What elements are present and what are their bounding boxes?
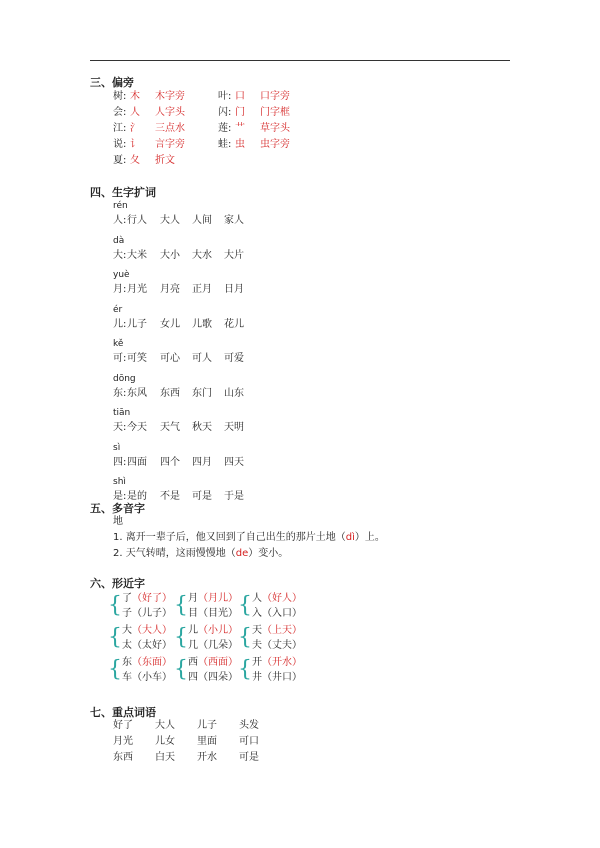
similar-char: 儿	[188, 625, 198, 636]
key-word: 可是	[239, 752, 259, 763]
similar-char: 太	[122, 640, 132, 651]
similar-char-word: （月儿）	[198, 593, 238, 604]
key-word: 里面	[197, 736, 217, 747]
vocab-char: 大:	[113, 249, 127, 261]
similar-char-word: （四朵）	[198, 672, 238, 683]
top-rule	[90, 60, 510, 61]
key-word: 大人	[155, 720, 175, 731]
radical-name: 人字头	[155, 107, 185, 118]
similar-char: 人	[252, 593, 262, 604]
similar-char-word: （小车）	[132, 672, 172, 683]
key-word: 好了	[113, 720, 133, 731]
similar-char: 了	[122, 593, 132, 604]
similar-char: 月	[188, 593, 198, 604]
similar-char-pair	[122, 657, 172, 669]
radical-name: 虫字旁	[260, 139, 290, 150]
similar-char-pair	[188, 593, 238, 605]
vocab-word: 大小	[160, 249, 180, 261]
similar-char-pair	[252, 640, 302, 652]
vocab-word: 四面	[127, 456, 147, 468]
similar-char-word: （儿子）	[132, 608, 172, 619]
similar-char: 入	[252, 608, 262, 619]
key-word: 儿子	[197, 720, 217, 731]
key-word: 白天	[155, 752, 175, 763]
radical-name: 三点水	[155, 123, 185, 134]
curly-brace-icon: {	[108, 593, 122, 618]
sentence-text: ）变小。	[248, 548, 289, 559]
vocab-word: 正月	[192, 284, 212, 295]
curly-brace-icon: {	[238, 593, 252, 618]
radical-answer: 氵	[130, 123, 140, 134]
vocab-word: 秋天	[192, 422, 212, 433]
curly-brace-icon: {	[174, 657, 188, 682]
similar-char-word: （西面）	[198, 657, 238, 668]
similar-char-pair	[122, 640, 172, 652]
vocab-char: 四:	[113, 456, 127, 468]
similar-char-word: （好了）	[132, 593, 172, 604]
radical-answer: 讠	[130, 139, 140, 150]
similar-char-word: （目光）	[198, 608, 238, 619]
radical-name: 口字旁	[260, 91, 290, 102]
similar-char-word: （太好）	[132, 640, 172, 651]
similar-char-pair	[122, 608, 172, 620]
radical-name: 言字旁	[155, 139, 185, 150]
vocab-word: 天气	[160, 422, 180, 433]
radical-answer: 人	[130, 107, 140, 118]
vocab-word: 不是	[160, 491, 180, 502]
similar-char-word: （入口）	[262, 608, 302, 619]
polyphone-char: 地	[113, 516, 123, 527]
curly-brace-icon: {	[238, 625, 252, 650]
radical-name: 草字头	[260, 123, 290, 134]
key-word: 儿女	[155, 736, 175, 747]
pinyin: yuè	[113, 270, 130, 280]
similar-char: 开	[252, 657, 262, 668]
pinyin: rén	[113, 201, 128, 211]
similar-char-pair	[188, 625, 238, 637]
radical-char: 树:	[113, 91, 127, 102]
curly-brace-icon: {	[238, 657, 252, 682]
vocab-char: 月:	[113, 284, 127, 295]
similar-char: 四	[188, 672, 198, 683]
vocab-word: 大米	[127, 249, 147, 261]
similar-char: 天	[252, 625, 262, 636]
vocab-word: 山东	[224, 387, 244, 399]
vocab-word: 东风	[127, 387, 147, 399]
vocab-char: 可:	[113, 353, 127, 364]
similar-char-word: （丈夫）	[262, 640, 302, 651]
vocab-word: 月亮	[160, 284, 180, 295]
sentence-text: 1. 离开一辈子后，他又回到了自己出生的那片土地（	[113, 532, 346, 543]
similar-char: 几	[188, 640, 198, 651]
radical-name: 折文	[155, 155, 175, 166]
vocab-word: 今天	[127, 422, 147, 433]
similar-char-pair	[252, 625, 302, 637]
vocab-char: 天:	[113, 422, 127, 433]
sentence-text: ）上。	[354, 532, 385, 543]
key-word: 东西	[113, 752, 133, 763]
vocab-word: 四天	[224, 456, 244, 468]
vocab-word: 可人	[192, 353, 212, 364]
similar-char-pair	[252, 608, 302, 620]
radical-char: 莲:	[218, 123, 232, 134]
radical-name: 木字旁	[155, 91, 185, 102]
vocab-word: 可爱	[224, 353, 244, 364]
similar-char-pair	[122, 625, 172, 637]
radical-answer: 门	[235, 107, 245, 118]
vocab-word: 大水	[192, 249, 212, 261]
key-word: 头发	[239, 720, 259, 731]
similar-char-pair	[188, 657, 238, 669]
vocab-word: 女儿	[160, 318, 180, 330]
pinyin: dà	[113, 235, 125, 246]
radical-char: 江:	[113, 123, 127, 134]
similar-char: 车	[122, 672, 132, 683]
similar-char-pair	[188, 608, 238, 620]
vocab-word: 可是	[192, 491, 212, 502]
vocab-word: 于是	[224, 491, 244, 502]
vocab-word: 大片	[224, 249, 244, 261]
pinyin: sì	[113, 442, 121, 453]
radical-char: 会:	[113, 107, 127, 118]
similar-char-pair	[122, 593, 172, 605]
vocab-word: 家人	[224, 215, 244, 226]
vocab-word: 可笑	[127, 353, 147, 364]
similar-char-word: （几朵）	[198, 640, 238, 651]
radical-answer: 虫	[235, 139, 245, 150]
pinyin: dōng	[113, 373, 136, 384]
section-3-title: 三、偏旁	[90, 76, 134, 89]
vocab-word: 四月	[192, 456, 212, 468]
vocab-char: 儿:	[113, 318, 127, 330]
radical-name: 门字框	[260, 107, 290, 118]
similar-char-pair	[188, 672, 238, 684]
similar-char-pair	[122, 672, 172, 684]
radical-char: 说:	[113, 139, 127, 150]
vocab-word: 儿歌	[192, 318, 212, 330]
vocab-word: 儿子	[127, 318, 147, 330]
similar-char-word: （东面）	[132, 657, 172, 668]
similar-char: 东	[122, 657, 132, 668]
section-5-title: 五、多音字	[90, 502, 145, 515]
vocab-char: 东:	[113, 387, 127, 399]
radical-answer: 木	[130, 91, 140, 102]
key-word: 开水	[197, 752, 217, 763]
polyphone-sentence	[113, 532, 385, 544]
vocab-word: 日月	[224, 284, 244, 295]
similar-char: 目	[188, 608, 198, 619]
vocab-word: 四个	[160, 456, 180, 468]
curly-brace-icon: {	[108, 625, 122, 650]
similar-char: 子	[122, 608, 132, 619]
similar-char-word: （小儿）	[198, 625, 238, 636]
radical-answer: 口	[235, 91, 245, 102]
vocab-word: 人间	[192, 215, 212, 226]
similar-char-pair	[252, 657, 302, 669]
vocab-word: 行人	[127, 215, 147, 226]
similar-char: 西	[188, 657, 198, 668]
pinyin: ér	[113, 304, 123, 315]
section-4-title: 四、生字扩词	[90, 186, 156, 199]
similar-char: 井	[252, 672, 262, 683]
sentence-pinyin-answer: de	[235, 548, 249, 559]
vocab-word: 大人	[160, 215, 180, 226]
radical-answer: 夂	[130, 155, 140, 166]
key-word: 月光	[113, 736, 133, 747]
radical-char: 蛙:	[218, 139, 232, 150]
similar-char-word: （大人）	[132, 625, 172, 636]
vocab-char: 是:	[113, 491, 127, 502]
similar-char-pair	[252, 593, 302, 605]
vocab-char: 人:	[113, 215, 127, 226]
vocab-word: 可心	[160, 353, 180, 364]
vocab-word: 是的	[127, 491, 147, 502]
radical-char: 叶:	[218, 91, 232, 102]
pinyin: tiān	[113, 408, 131, 418]
pinyin: kě	[113, 339, 124, 349]
vocab-word: 东西	[160, 387, 180, 399]
curly-brace-icon: {	[174, 625, 188, 650]
radical-answer: 艹	[235, 123, 245, 134]
polyphone-sentence	[113, 548, 288, 560]
radical-char: 闪:	[218, 107, 232, 118]
similar-char-pair	[188, 640, 238, 652]
sentence-text: 2. 天气转晴，这雨慢慢地（	[113, 548, 236, 559]
vocab-word: 月光	[127, 284, 147, 295]
key-word: 可口	[239, 736, 259, 747]
radical-char: 夏:	[113, 155, 127, 166]
similar-char-word: （开水）	[262, 657, 302, 668]
similar-char-pair	[252, 672, 302, 684]
similar-char: 大	[122, 625, 132, 636]
sentence-pinyin-answer: dì	[345, 532, 355, 543]
section-6-title: 六、形近字	[90, 577, 145, 590]
curly-brace-icon: {	[174, 593, 188, 618]
vocab-word: 花儿	[224, 318, 244, 330]
similar-char-word: （好人）	[262, 593, 302, 604]
curly-brace-icon: {	[108, 657, 122, 682]
pinyin: shì	[113, 477, 126, 487]
similar-char: 夫	[252, 640, 262, 651]
similar-char-word: （上天）	[262, 625, 302, 636]
similar-char-word: （井口）	[262, 672, 302, 683]
section-7-title: 七、重点词语	[90, 706, 156, 719]
vocab-word: 东门	[192, 387, 212, 399]
vocab-word: 天明	[224, 422, 244, 433]
